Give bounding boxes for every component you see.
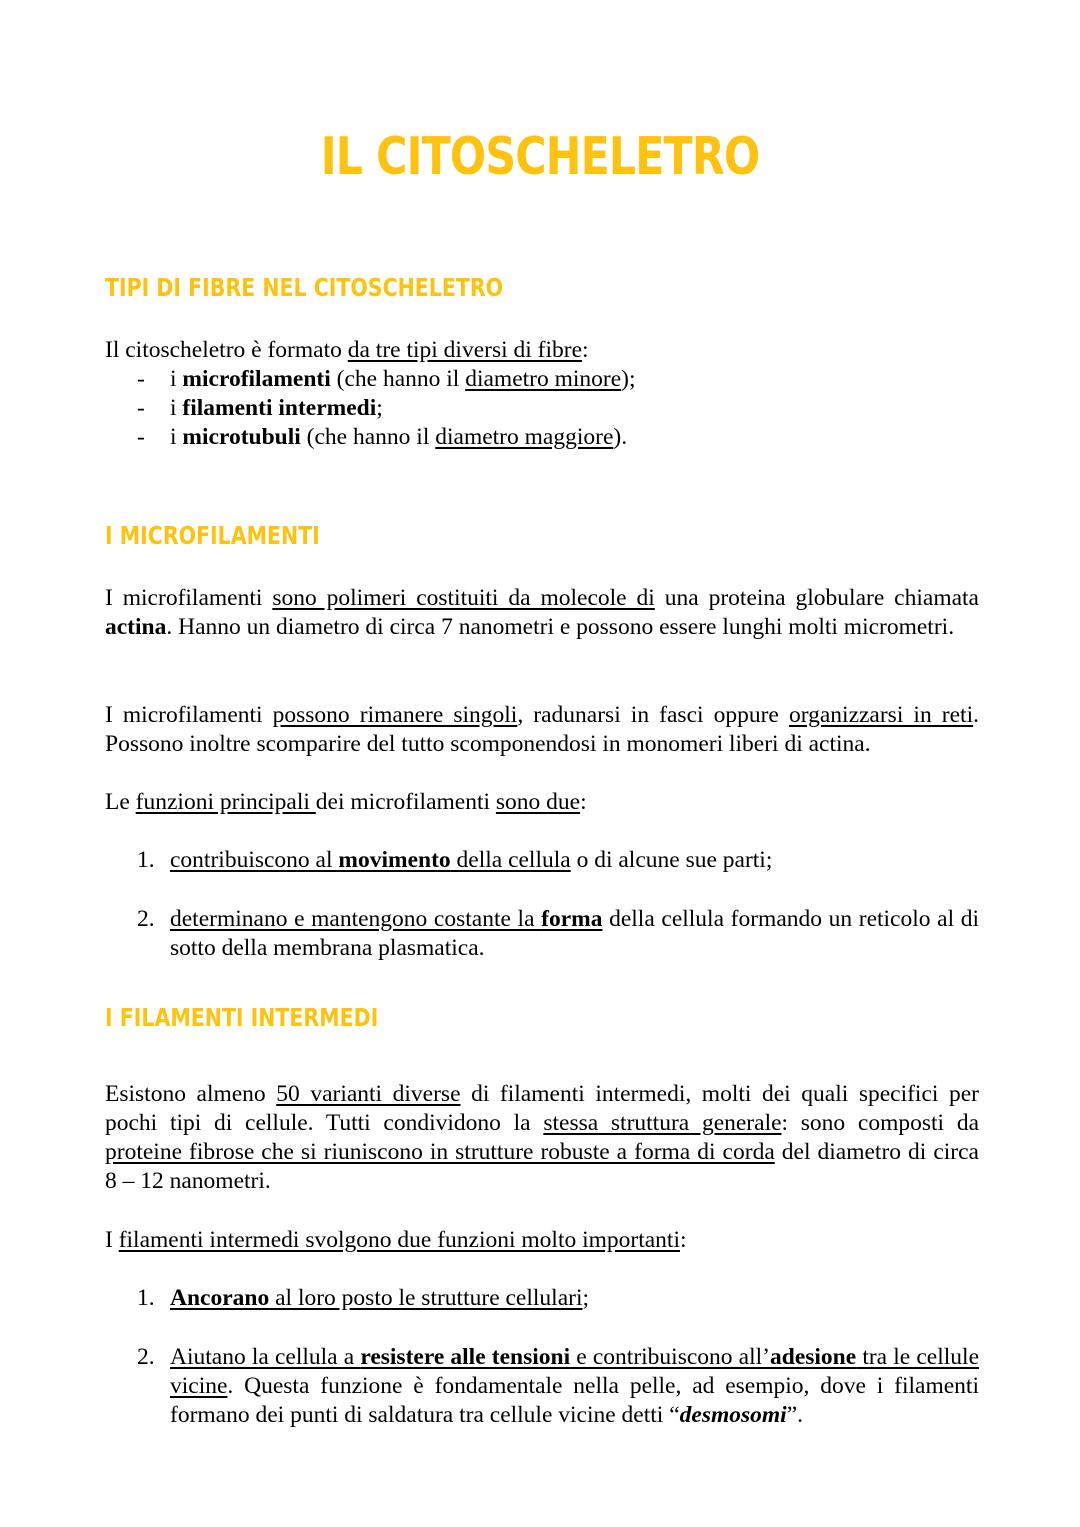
list-item: - i microtubuli (che hanno il diametro maggiore). (137, 424, 628, 450)
microfilaments-paragraph-3: Le funzioni principali dei microfilamenti sono due: (105, 789, 587, 815)
page-title: IL CITOSCHELETRO (320, 127, 760, 187)
section-heading-microfilaments: I MICROFILAMENTI (105, 521, 320, 550)
section-heading-fiber-types: TIPI DI FIBRE NEL CITOSCHELETRO (105, 273, 504, 302)
microfilaments-paragraph-1: I microfilamenti sono polimeri costituiti da molecole di una proteina globulare chiamata actina. Hanno un diametro di circa 7 nanometri e possono essere lunghi molti micrometri. (105, 585, 979, 640)
section-heading-intermediate-filaments: I FILAMENTI INTERMEDI (105, 1003, 379, 1032)
list-item: 1. contribuiscono al movimento della cellula o di alcune sue parti; (137, 847, 773, 873)
fiber-type-list (105, 365, 979, 452)
list-item: 2. Aiutano la cellula a resistere alle tensioni e contribuiscono all’adesione tra le cellule vicine. Questa funzione è fondamentale nella pelle, ad esempio, dove i filamenti formano dei punti di saldatura tra cellule vicine detti “desmosomi”. (137, 1344, 979, 1428)
list-item: 1. Ancorano al loro posto le strutture cellulari; (137, 1285, 590, 1311)
list-item: - i microfilamenti (che hanno il diametro minore); (137, 366, 636, 392)
intermediate-filaments-paragraph-1: Esistono almeno 50 varianti diverse di filamenti intermedi, molti dei quali specifici per pochi tipi di cellule. Tutti condividono la stessa struttura generale: sono composti da proteine fibrose che si riuniscono in strutture robuste a forma di corda del diametro di circa 8 – 12 nanometri. (105, 1081, 979, 1194)
intermediate-filaments-paragraph-2: I filamenti intermedi svolgono due funzioni molto importanti: (105, 1227, 687, 1253)
list-item: 2. determinano e mantengono costante la forma della cellula formando un reticolo al di sotto della membrana plasmatica. (137, 906, 979, 961)
microfilaments-paragraph-2: I microfilamenti possono rimanere singoli, radunarsi in fasci oppure organizzarsi in reti. Possono inoltre scomparire del tutto scomponendosi in monomeri liberi di actina. (105, 702, 979, 757)
intro-paragraph: Il citoscheletro è formato da tre tipi diversi di fibre: (105, 337, 589, 363)
list-item: - i filamenti intermedi; (137, 395, 383, 421)
